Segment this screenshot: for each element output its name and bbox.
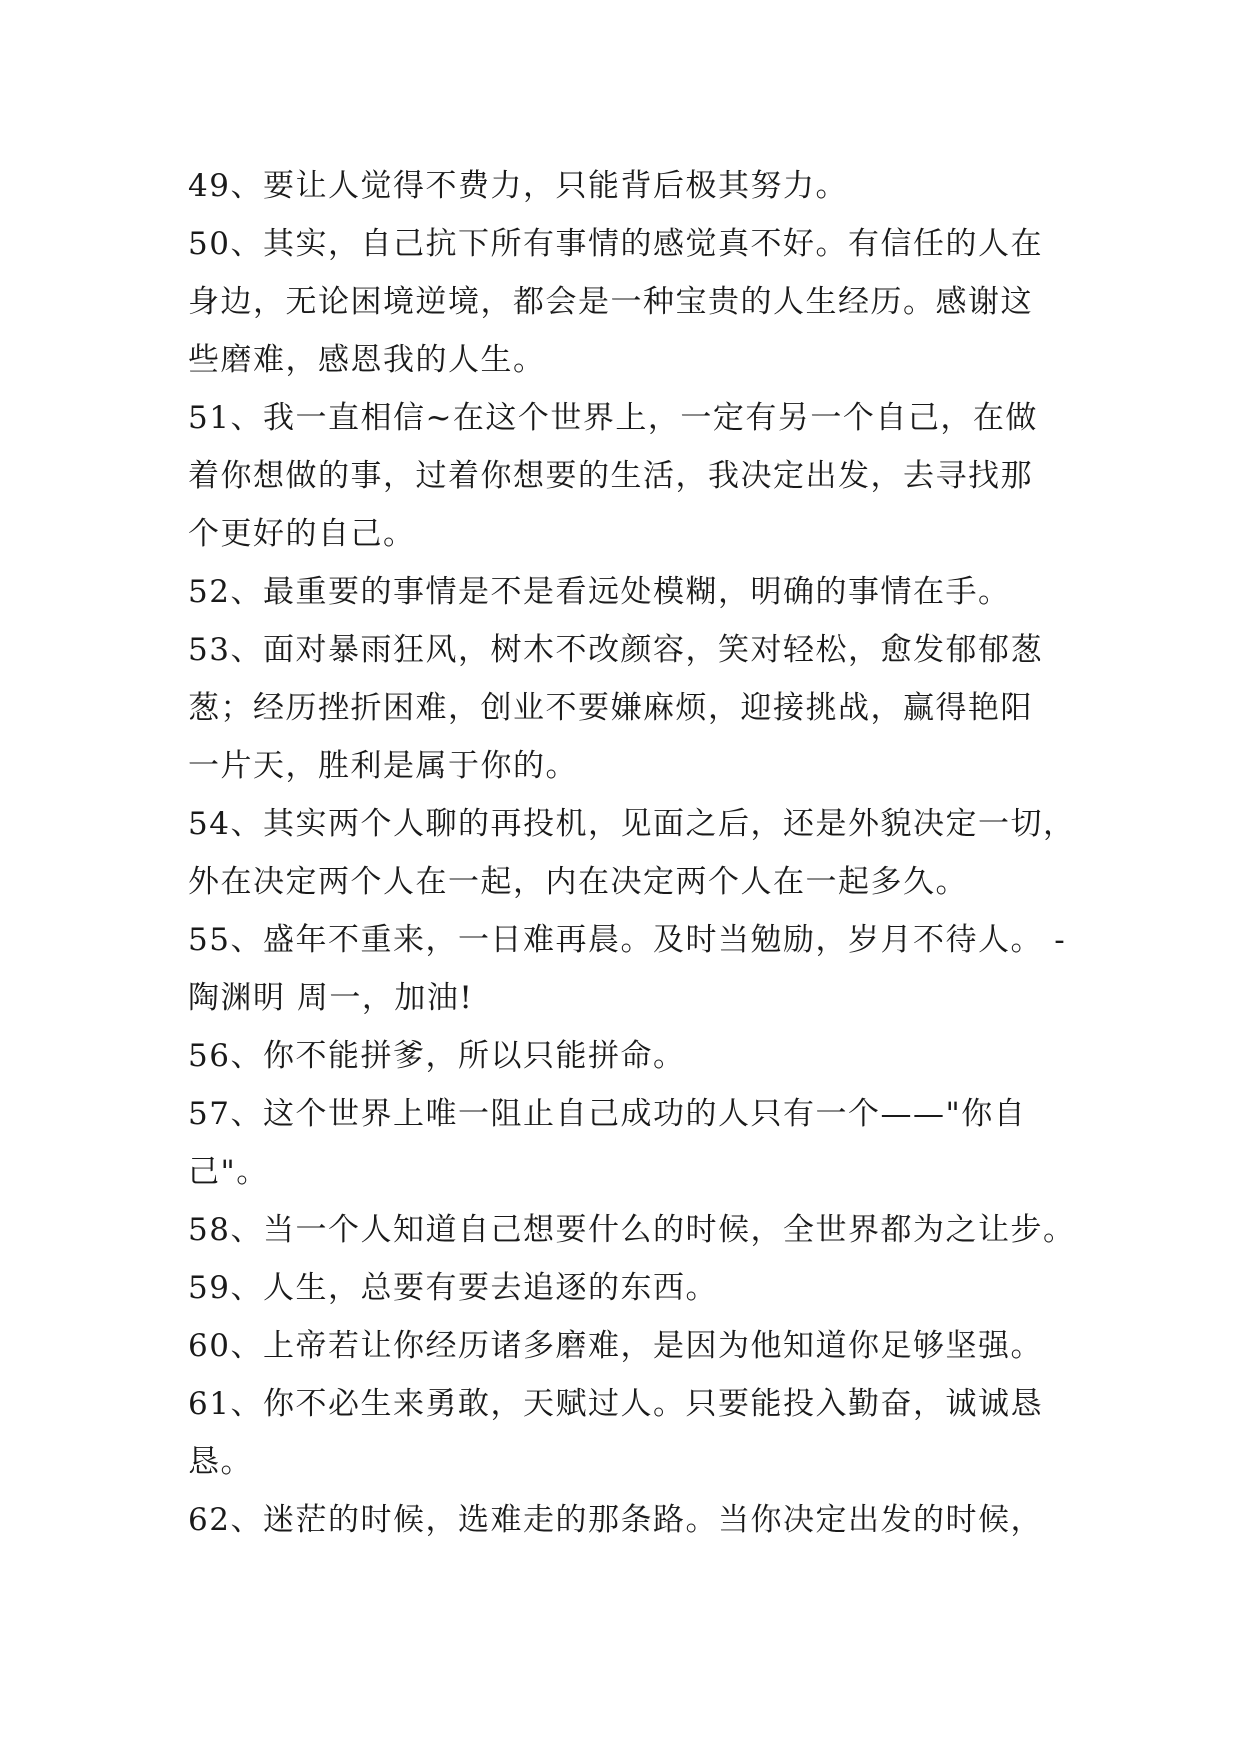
text-line: 60、上帝若让你经历诸多磨难，是因为他知道你足够坚强。 xyxy=(188,1328,1043,1364)
text-line: 53、面对暴雨狂风，树木不改颜容，笑对轻松，愈发郁郁葱 xyxy=(188,632,1043,668)
text-line: 54、其实两个人聊的再投机，见面之后，还是外貌决定一切， xyxy=(188,806,1076,842)
text-line: 55、盛年不重来，一日难再晨。及时当勉励，岁月不待人。 - xyxy=(188,922,1067,958)
text-line: 恳。 xyxy=(188,1444,253,1480)
text-line: 着你想做的事，过着你想要的生活，我决定出发，去寻找那 xyxy=(188,458,1033,494)
text-line: 个更好的自己。 xyxy=(188,516,416,552)
text-line: 身边，无论困境逆境，都会是一种宝贵的人生经历。感谢这 xyxy=(188,284,1033,320)
document-body xyxy=(188,157,1076,1549)
text-line: 59、人生，总要有要去追逐的东西。 xyxy=(188,1270,718,1306)
text-line: 50、其实，自己抗下所有事情的感觉真不好。有信任的人在 xyxy=(188,226,1043,262)
text-line: 外在决定两个人在一起，内在决定两个人在一起多久。 xyxy=(188,864,968,900)
text-line: 49、要让人觉得不费力，只能背后极其努力。 xyxy=(188,168,848,204)
text-line: 52、最重要的事情是不是看远处模糊，明确的事情在手。 xyxy=(188,574,1011,610)
text-line: 56、你不能拼爹，所以只能拼命。 xyxy=(188,1038,686,1074)
text-line: 己"。 xyxy=(188,1154,269,1190)
text-line: 58、当一个人知道自己想要什么的时候，全世界都为之让步。 xyxy=(188,1212,1076,1248)
text-line: 葱；经历挫折困难，创业不要嫌麻烦，迎接挑战，赢得艳阳 xyxy=(188,690,1033,726)
text-line: 些磨难，感恩我的人生。 xyxy=(188,342,546,378)
text-line: 57、这个世界上唯一阻止自己成功的人只有一个——"你自 xyxy=(188,1096,1027,1132)
text-line: 陶渊明 周一，加油! xyxy=(188,980,474,1016)
text-line: 61、你不必生来勇敢，天赋过人。只要能投入勤奋，诚诚恳 xyxy=(188,1386,1043,1422)
text-line: 51、我一直相信~在这个世界上，一定有另一个自己，在做 xyxy=(188,400,1038,436)
text-line: 62、迷茫的时候，选难走的那条路。当你决定出发的时候， xyxy=(188,1502,1043,1538)
text-line: 一片天，胜利是属于你的。 xyxy=(188,748,578,784)
